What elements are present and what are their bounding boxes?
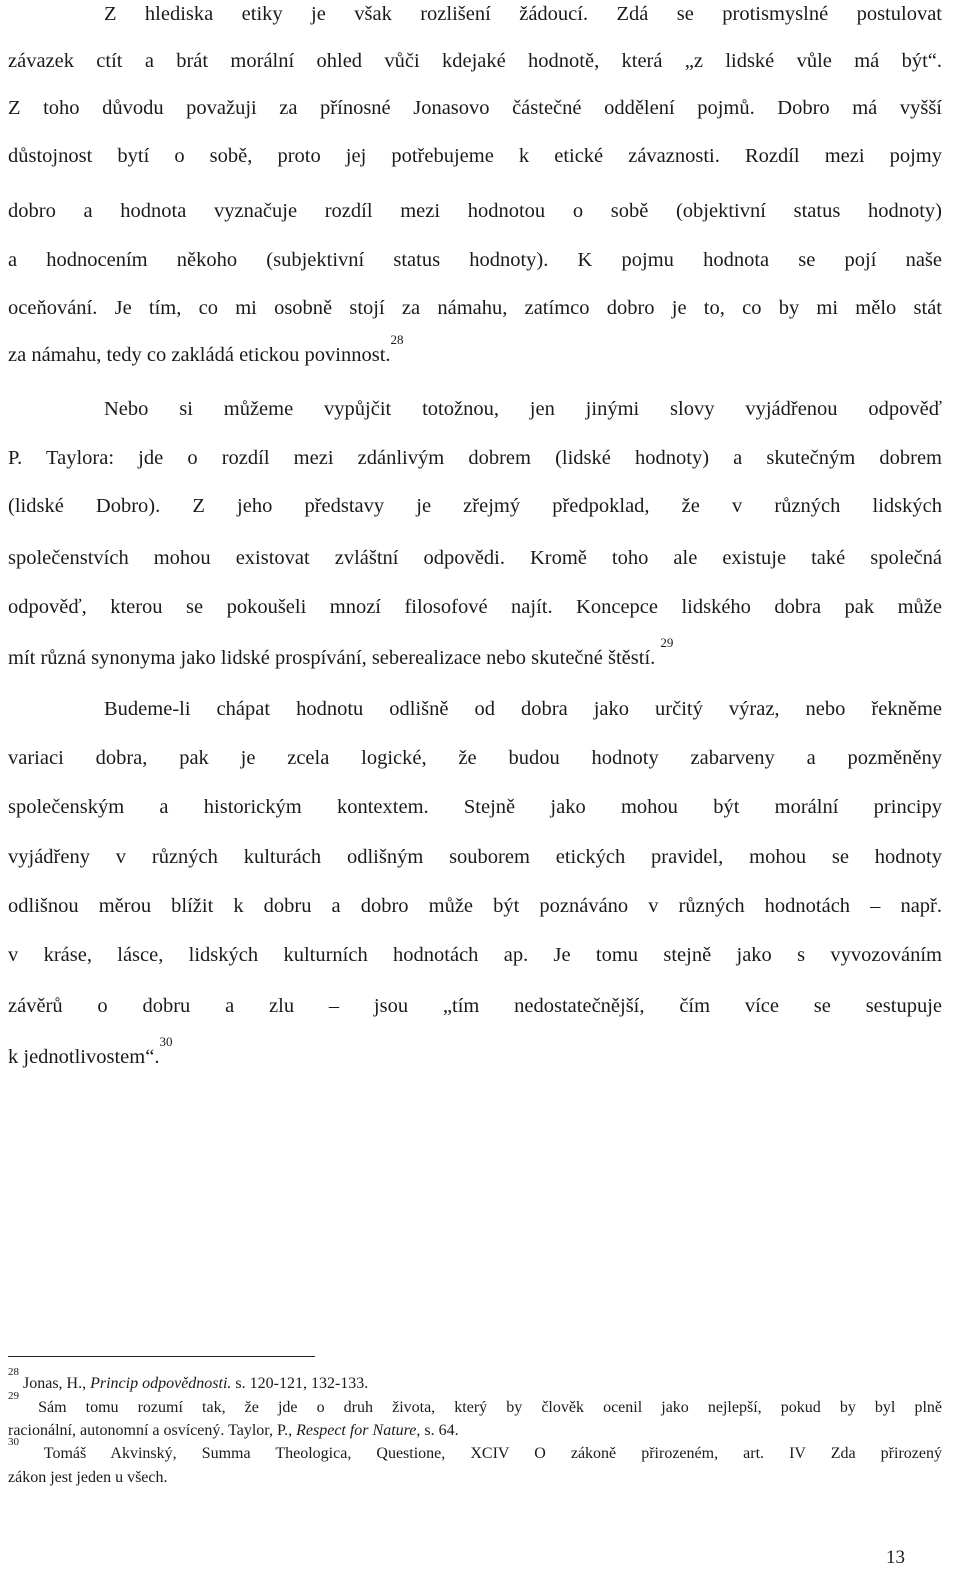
footnote-text: , s. 64. [416, 1422, 459, 1439]
footnote-separator [8, 1356, 315, 1357]
footnote-text: zákon jest jeden u všech. [8, 1469, 168, 1486]
footnote-29 [8, 1390, 943, 1418]
body-line-text: mít různá synonyma jako lidské prospívání, seberealizace nebo skutečné štěstí. [8, 647, 656, 669]
body-line: a hodnocením někoho (subjektivní status hodnoty). K pojmu hodnota se pojí naše [8, 249, 942, 271]
body-line: důstojnost bytí o sobě, proto jej potřebujeme k etické závaznosti. Rozdíl mezi pojmy [8, 145, 942, 167]
body-line: v kráse, lásce, lidských kulturních hodnotách ap. Je tomu stejně jako s vyvozováním [8, 944, 942, 966]
footnote-text: racionální, autonomní a osvícený. Taylor, P., [8, 1422, 297, 1439]
footnote-mark: 30 [8, 1436, 19, 1448]
footnote-28 [8, 1366, 942, 1394]
body-line: Nebo si můžeme vypůjčit totožnou, jen jinými slovy vyjádřenou odpověď [104, 398, 942, 420]
footnote-mark: 29 [8, 1390, 19, 1402]
body-line-text: k jednotlivostem“. [8, 1046, 160, 1068]
body-line: dobro a hodnota vyznačuje rozdíl mezi hodnotou o sobě (objektivní status hodnoty) [8, 200, 942, 222]
body-line [8, 635, 942, 670]
body-line: variaci dobra, pak je zcela logické, že budou hodnoty zabarveny a pozměněny [8, 747, 942, 769]
body-line [8, 1034, 942, 1069]
footnote-text: s. 120-121, 132-133. [231, 1375, 369, 1392]
body-line: oceňování. Je tím, co mi osobně stojí za námahu, zatímco dobro je to, co by mi mělo stát [8, 297, 942, 319]
body-line: společenstvích mohou existovat zvláštní odpovědi. Kromě toho ale existuje také společná [8, 547, 942, 569]
body-line: závazek ctít a brát morální ohled vůči kdejaké hodnotě, která „z lidské vůle má být“. [8, 50, 942, 72]
footnote-30-cont [8, 1468, 942, 1488]
body-line [8, 332, 942, 367]
footnote-ref[interactable]: 28 [390, 332, 404, 347]
body-line: odpověď, kterou se pokoušeli mnozí filosofové najít. Koncepce lidského dobra pak může [8, 596, 942, 618]
body-line: Budeme-li chápat hodnotu odlišně od dobra jako určitý výraz, nebo řekněme [104, 698, 942, 720]
body-line: společenským a historickým kontextem. Stejně jako mohou být morální principy [8, 796, 942, 818]
body-line: P. Taylora: jde o rozdíl mezi zdánlivým dobrem (lidské hodnoty) a skutečným dobrem [8, 447, 942, 469]
body-line: Z toho důvodu považuji za přínosné Jonasovo částečné oddělení pojmů. Dobro má vyšší [8, 97, 942, 119]
body-line: (lidské Dobro). Z jeho představy je zřejmý předpoklad, že v různých lidských [8, 495, 942, 517]
body-line: Z hlediska etiky je však rozlišení žádoucí. Zdá se protismyslné postulovat [104, 3, 942, 25]
footnote-title: Princip odpovědnosti. [90, 1375, 232, 1392]
body-line: vyjádřeny v různých kulturách odlišným souborem etických pravidel, mohou se hodnoty [8, 846, 942, 868]
footnote-mark: 28 [8, 1366, 19, 1378]
footnote-ref[interactable]: 29 [660, 635, 674, 650]
body-line: závěrů o dobru a zlu – jsou „tím nedostatečnější, čím více se sestupuje [8, 995, 942, 1017]
footnote-ref[interactable]: 30 [159, 1034, 173, 1049]
footnote-text: Jonas, H., [23, 1375, 91, 1392]
footnote-text: Tomáš Akvinský, Summa Theologica, Questione, XCIV O zákoně přirozeném, art. IV Zda přirozený [43, 1445, 942, 1462]
footnote-title: Respect for Nature [296, 1422, 417, 1439]
body-line: odlišnou měrou blížit k dobru a dobro může být poznáváno v různých hodnotách – např. [8, 895, 942, 917]
page-number: 13 [886, 1547, 905, 1568]
footnote-text: Sám tomu rozumí tak, že jde o druh života, který by člověk ocenil jako nejlepší, pokud by byl plně [38, 1399, 943, 1416]
body-line-text: za námahu, tedy co zakládá etickou povinnost. [8, 344, 391, 366]
footnote-29-cont [8, 1421, 942, 1441]
footnote-30 [8, 1436, 942, 1464]
